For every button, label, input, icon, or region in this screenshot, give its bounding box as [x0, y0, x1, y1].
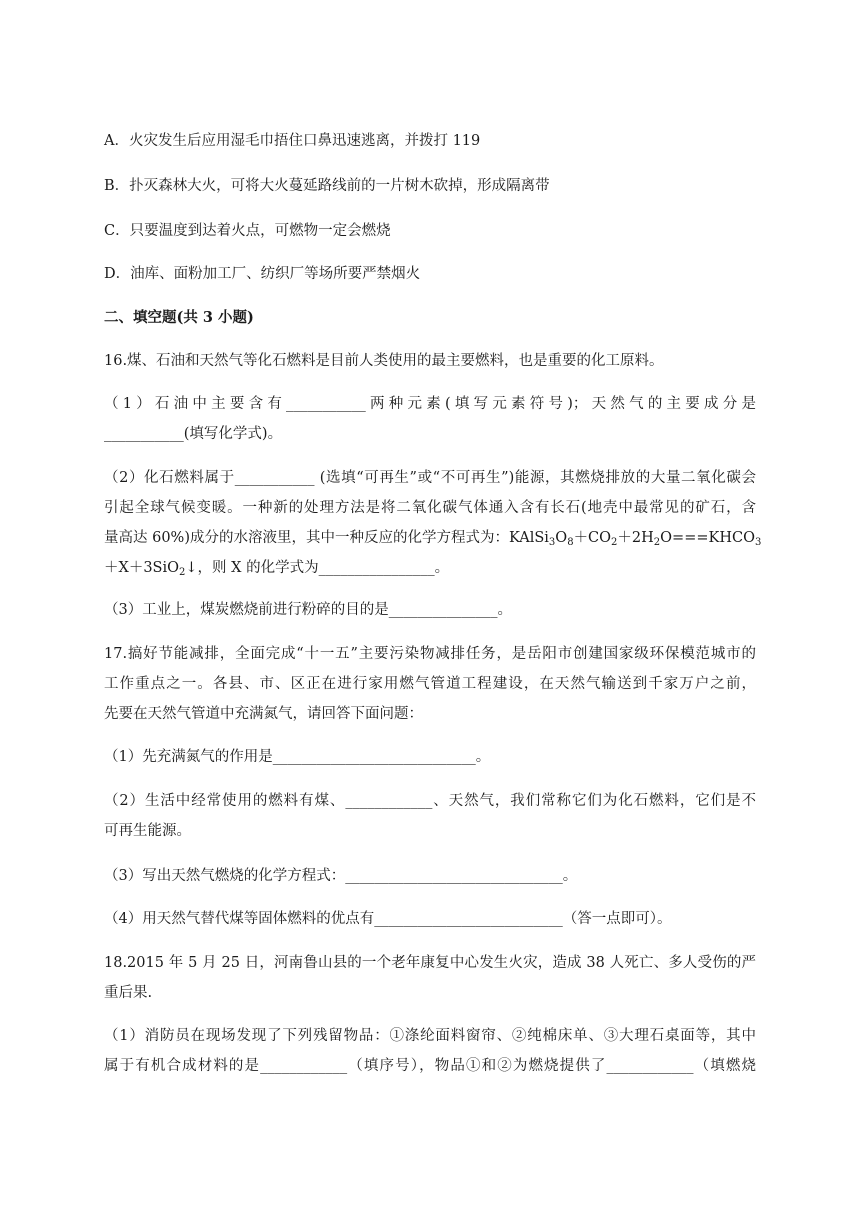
question-18-part-1-line-2: 属于有机合成材料的是____________（填序号），物品①和②为燃烧提供了____________（填燃烧: [104, 1058, 756, 1074]
question-17-part-4: （4）用天然气替代煤等固体燃料的优点有__________________________（答一点即可）。: [104, 911, 672, 927]
question-17-part-1: （1）先充满氮气的作用是____________________________。: [104, 749, 491, 765]
question-16-stem: 16.煤、石油和天然气等化石燃料是目前人类使用的最主要燃料，也是重要的化工原料。: [104, 353, 664, 369]
question-16-part-3: （3）工业上，煤炭燃烧前进行粉碎的目的是_______________。: [104, 602, 512, 618]
question-16-part-2-line-2: 引起全球气候变暖。一种新的处理方法是将二氧化碳气体通入含有长石(地壳中最常见的矿石，含: [104, 500, 756, 516]
question-17-part-3: （3）写出天然气燃烧的化学方程式：______________________________。: [104, 868, 578, 884]
question-17-part-2-line-2: 可再生能源。: [104, 823, 191, 839]
question-18-stem-line-1: 18.2015 年 5 月 25 日，河南鲁山县的一个老年康复中心发生火灾，造成 38 人死亡、多人受伤的严: [104, 955, 756, 971]
question-16-equation-line-1: 量高达 60%)成分的水溶液里，其中一种反应的化学方程式为：$KAlSi_3O_8+CO_2+2H_2O===KHCO_3$: [104, 530, 762, 548]
option-b: B．扑灭森林大火，可将大火蔓延路线前的一片树木砍掉，形成隔离带: [104, 178, 550, 194]
section-heading-fill-in: 二、填空题(共 3 小题): [104, 309, 254, 326]
option-a: A．火灾发生后应用湿毛巾捂住口鼻迅速逃离，并拨打 119: [104, 133, 481, 149]
question-17-stem-line-2: 工作重点之一。各县、市、区正在进行家用燃气管道工程建设，在天然气输送到千家万户之前，: [104, 676, 756, 692]
question-16-equation-line-2: ＋X＋3SiO$_2$↓，则 X 的化学式为________________。: [104, 560, 450, 578]
question-17-stem-line-3: 先要在天然气管道中充满氮气，请回答下面问题：: [104, 706, 423, 722]
question-16-part-1-line-1: （1）石油中主要含有___________两种元素(填写元素符号)；天然气的主要成分是: [104, 396, 756, 412]
question-17-part-2-line-1: （2）生活中经常使用的燃料有煤、____________、天然气，我们常称它们为化石燃料，它们是不: [104, 793, 756, 809]
question-17-stem-line-1: 17.搞好节能减排，全面完成“十一五”主要污染物减排任务，是岳阳市创建国家级环保模范城市的: [104, 646, 756, 662]
question-18-part-1-line-1: （1）消防员在现场发现了下列残留物品：①涤纶面料窗帘、②纯棉床单、③大理石桌面等，其中: [104, 1028, 756, 1044]
question-16-part-1-line-2: ___________(填写化学式)。: [104, 426, 283, 442]
question-16-part-2-line-1: （2）化石燃料属于___________ (选填“可再生”或“不可再生”)能源，其燃烧排放的大量二氧化碳会: [104, 470, 756, 486]
option-d: D．油库、面粉加工厂、纺织厂等场所要严禁烟火: [104, 266, 421, 282]
question-18-stem-line-2: 重后果.: [104, 985, 153, 1001]
option-c: C．只要温度到达着火点，可燃物一定会燃烧: [104, 223, 391, 239]
